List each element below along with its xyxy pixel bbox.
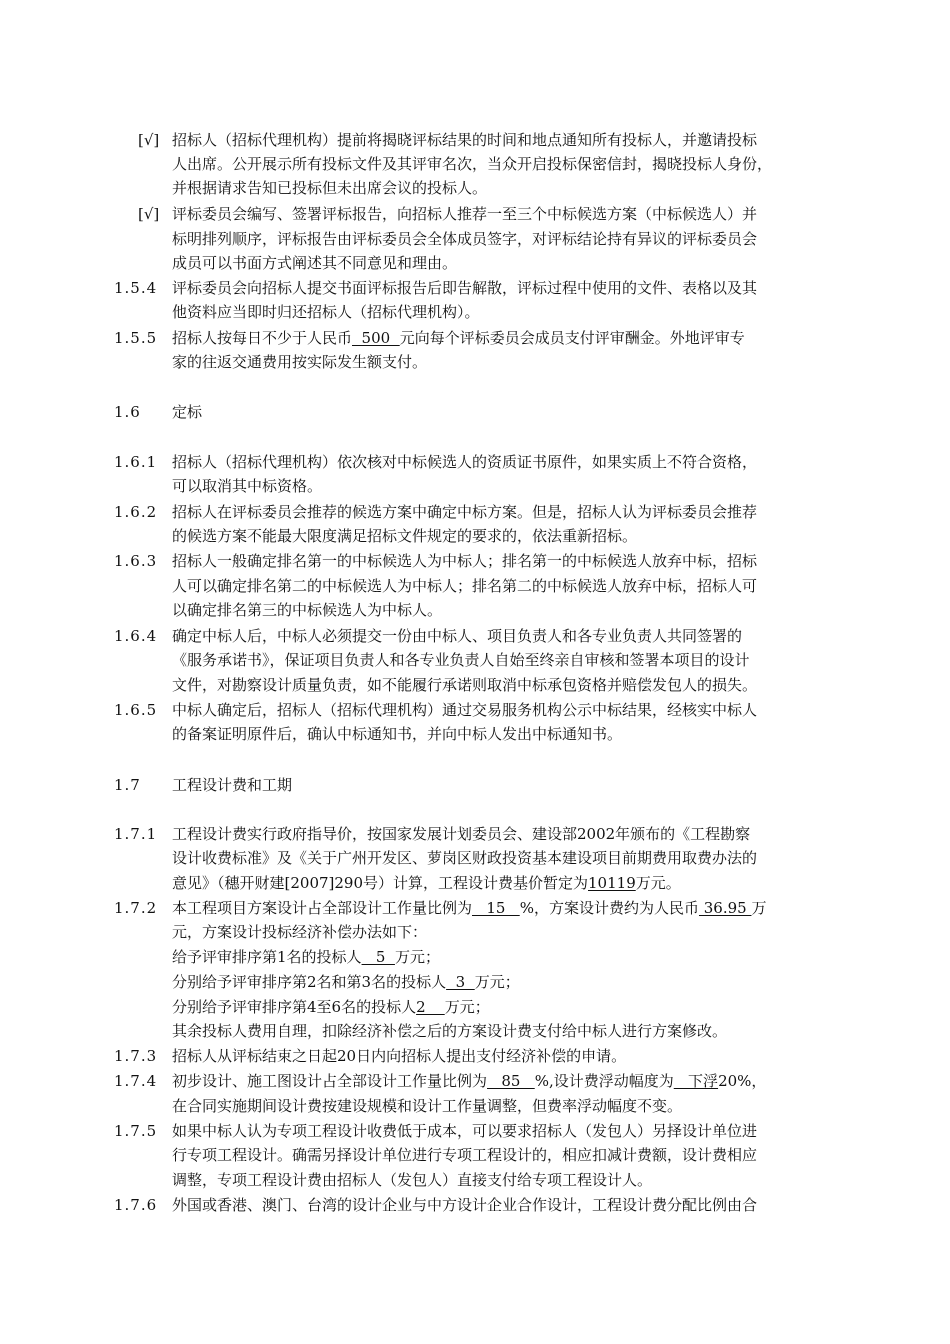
paragraph-line: 确定中标人后，中标人必须提交一份由中标人、项目负责人和各专业负责人共同签署的 (172, 627, 743, 645)
paragraph-line: 招标人一般确定排名第一的中标候选人为中标人；排名第一的中标候选人放弃中标，招标 (172, 552, 758, 570)
clause-number: 1.5.4 (114, 279, 158, 297)
paragraph-line: 人出席。公开展示所有投标文件及其评审名次，当众开启投标保密信封，揭晓投标人身份， (172, 155, 773, 173)
paragraph-line: 他资料应当即时归还招标人（招标代理机构）。 (172, 303, 480, 321)
paragraph-line: 评标委员会编写、签署评标报告，向招标人推荐一至三个中标候选方案（中标候选人）并 (172, 205, 758, 223)
section-number: 1.7 (114, 776, 141, 794)
clause-number: 1.7.1 (114, 825, 158, 843)
paragraph-line: 招标人按每日不少于人民币 500 元向每个评标委员会成员支付评审酬金。外地评审专 (172, 329, 745, 347)
fill-in-fee: 36.95 (698, 899, 752, 917)
clause-number: 1.7.5 (114, 1122, 158, 1140)
paragraph-line: 家的往返交通费用按实际发生额支付。 (172, 353, 428, 371)
fill-in-compensation: 2 (416, 998, 445, 1016)
checkbox-mark: [√] (138, 205, 160, 223)
fill-in-compensation: 5 (361, 948, 395, 966)
fill-in-compensation: 3 (446, 973, 475, 991)
paragraph-line: 其余投标人费用自理，扣除经济补偿之后的方案设计费支付给中标人进行方案修改。 (172, 1022, 728, 1040)
clause-number: 1.6.3 (114, 552, 158, 570)
paragraph-line: 人可以确定排名第二的中标候选人为中标人；排名第二的中标候选人放弃中标，招标人可 (172, 577, 758, 595)
fill-in-amount: 500 (352, 329, 400, 347)
paragraph-line: 调整，专项工程设计费由招标人（发包人）直接支付给专项工程设计人。 (172, 1171, 653, 1189)
paragraph-line: 并根据请求告知已投标但未出席会议的投标人。 (172, 179, 488, 197)
paragraph-line: 的候选方案不能最大限度满足招标文件规定的要求的，依法重新招标。 (172, 527, 638, 545)
clause-number: 1.7.3 (114, 1047, 158, 1065)
clause-number: 1.6.2 (114, 503, 158, 521)
paragraph-line: 标明排列顺序，评标报告由评标委员会全体成员签字，对评标结论持有异议的评标委员会 (172, 230, 758, 248)
paragraph-line: 以确定排名第三的中标候选人为中标人。 (172, 601, 443, 619)
paragraph-line: 分别给予评审排序第4至6名的投标人2 万元； (172, 998, 490, 1016)
paragraph-line: 招标人（招标代理机构）依次核对中标候选人的资质证书原件，如果实质上不符合资格， (172, 453, 758, 471)
clause-number: 1.7.4 (114, 1072, 158, 1090)
paragraph-line: 分别给予评审排序第2名和第3名的投标人 3 万元； (172, 973, 520, 991)
paragraph-line: 成员可以书面方式阐述其不同意见和理由。 (172, 254, 458, 272)
clause-number: 1.6.1 (114, 453, 158, 471)
clause-number: 1.7.6 (114, 1196, 158, 1214)
paragraph-line: 文件，对勘察设计质量负责，如不能履行承诺则取消中标承包资格并赔偿发包人的损失。 (172, 676, 758, 694)
paragraph-line: 在合同实施期间设计费按建设规模和设计工作量调整，但费率浮动幅度不变。 (172, 1097, 683, 1115)
paragraph-line: 的备案证明原件后，确认中标通知书，并向中标人发出中标通知书。 (172, 725, 623, 743)
paragraph-line: 设计收费标准》及《关于广州开发区、萝岗区财政投资基本建设项目前期费用取费办法的 (172, 849, 758, 867)
paragraph-line: 中标人确定后，招标人（招标代理机构）通过交易服务机构公示中标结果，经核实中标人 (172, 701, 758, 719)
paragraph-line: 初步设计、施工图设计占全部设计工作量比例为 85 %,设计费浮动幅度为 下浮20%， (172, 1072, 767, 1090)
section-number: 1.6 (114, 403, 141, 421)
paragraph-line: 招标人从评标结束之日起20日内向招标人提出支付经济补偿的申请。 (172, 1047, 627, 1065)
fill-in-ratio: 85 (487, 1072, 535, 1090)
paragraph-line: 外国或香港、澳门、台湾的设计企业与中方设计企业合作设计，工程设计费分配比例由合 (172, 1196, 758, 1214)
paragraph-line: 元，方案设计投标经济补偿办法如下： (172, 923, 428, 941)
clause-number: 1.5.5 (114, 329, 158, 347)
fill-in-float: 下浮 (673, 1072, 719, 1090)
paragraph-line: 意见》（穗开财建[2007]290号）计算，工程设计费基价暂定为10119万元。 (172, 874, 681, 892)
fill-in-ratio: 15 (472, 899, 520, 917)
paragraph-line: 如果中标人认为专项工程设计收费低于成本，可以要求招标人（发包人）另择设计单位进 (172, 1122, 758, 1140)
section-title: 定标 (172, 403, 203, 421)
paragraph-line: 给予评审排序第1名的投标人 5 万元； (172, 948, 440, 966)
clause-number: 1.7.2 (114, 899, 158, 917)
paragraph-line: 本工程项目方案设计占全部设计工作量比例为 15 %，方案设计费约为人民币 36.95 万 (172, 899, 767, 917)
paragraph-line: 招标人（招标代理机构）提前将揭晓评标结果的时间和地点通知所有投标人，并邀请投标 (172, 131, 758, 149)
paragraph-line: 工程设计费实行政府指导价，按国家发展计划委员会、建设部2002年颁布的《工程勘察 (172, 825, 751, 843)
paragraph-line: 行专项工程设计。确需另择设计单位进行专项工程设计的，相应扣减计费额，设计费相应 (172, 1146, 758, 1164)
clause-number: 1.6.5 (114, 701, 158, 719)
paragraph-line: 招标人在评标委员会推荐的候选方案中确定中标方案。但是，招标人认为评标委员会推荐 (172, 503, 758, 521)
section-title: 工程设计费和工期 (172, 776, 293, 794)
paragraph-line: 《服务承诺书》，保证项目负责人和各专业负责人自始至终亲自审核和签署本项目的设计 (172, 651, 750, 669)
paragraph-line: 评标委员会向招标人提交书面评标报告后即告解散，评标过程中使用的文件、表格以及其 (172, 279, 758, 297)
paragraph-line: 可以取消其中标资格。 (172, 477, 323, 495)
fill-in-base-price: 10119 (588, 874, 636, 892)
checkbox-mark: [√] (138, 131, 160, 149)
clause-number: 1.6.4 (114, 627, 158, 645)
